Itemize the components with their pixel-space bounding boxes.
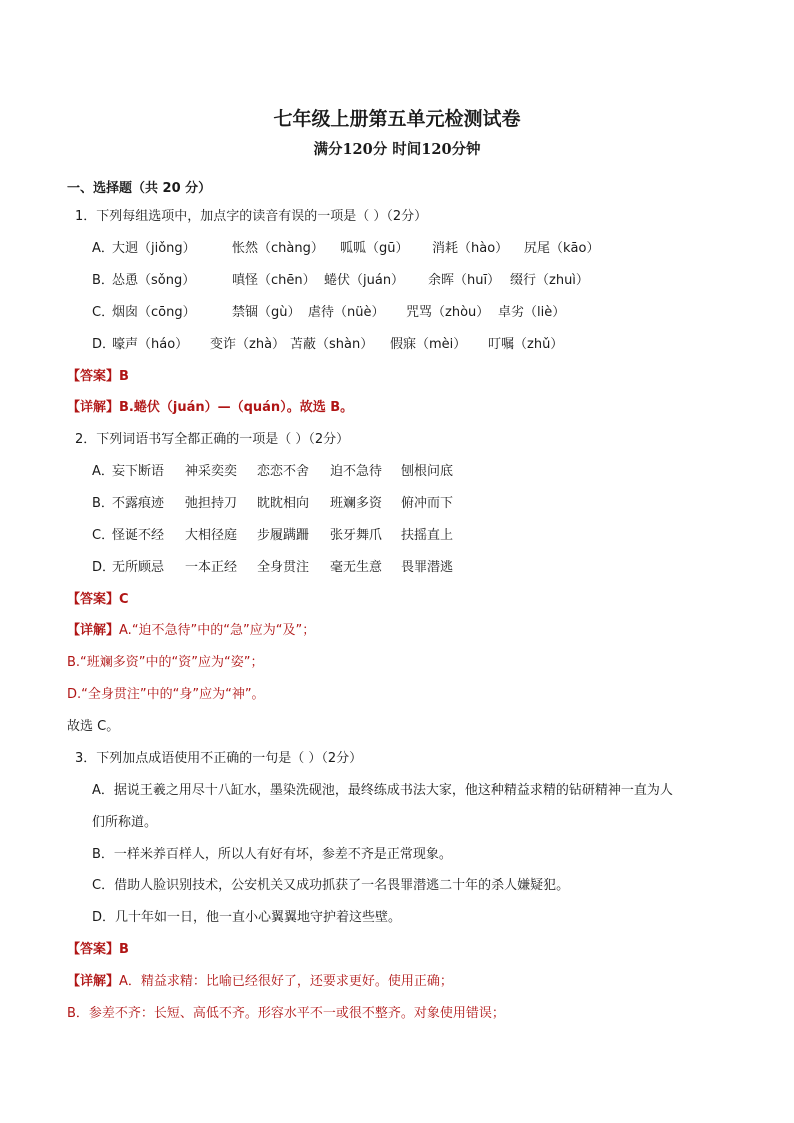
option-item: 步履蹒跚 bbox=[257, 528, 310, 543]
option-item: 扶摇直上 bbox=[401, 528, 454, 543]
option-item: 禁锢（gù） bbox=[232, 305, 301, 320]
answer-label: 【答案】 bbox=[67, 942, 120, 957]
option-item: 一本正经 bbox=[185, 560, 238, 575]
option-item: 变诈（zhà） bbox=[210, 337, 286, 352]
section-heading: 一、选择题（共 20 分） bbox=[67, 181, 212, 196]
q2-detail-line-3: D.“全身贯注”中的“身”应为“神”。 bbox=[67, 687, 265, 702]
option-item: 余晖（huī） bbox=[428, 273, 501, 288]
q2-option-d bbox=[92, 559, 453, 577]
option-letter: C． bbox=[92, 528, 115, 543]
q2-detail-line-2: B.“班斓多资”中的“资”应为“姿”； bbox=[67, 655, 264, 670]
option-item: 张牙舞爪 bbox=[330, 528, 383, 543]
option-item: 畏罪潜逃 bbox=[401, 560, 454, 575]
option-item: 苫蔽（shàn） bbox=[290, 337, 374, 352]
option-item: 嚎声（háo） bbox=[112, 337, 189, 352]
page-title: 七年级上册第五单元检测试卷 bbox=[273, 108, 521, 130]
option-item: 迫不急待 bbox=[330, 464, 383, 479]
option-item: 大迥（jiǒng） bbox=[112, 241, 196, 256]
option-item: 卓劣（liè） bbox=[498, 305, 566, 320]
answer-label: 【答案】 bbox=[67, 592, 120, 607]
q2-option-b bbox=[92, 495, 453, 513]
option-item: 怪诞不经 bbox=[112, 528, 165, 543]
answer-value: B bbox=[119, 942, 129, 957]
question-1-stem: 1．下列每组选项中，加点字的读音有误的一项是（ ）（2分） bbox=[75, 209, 428, 224]
detail-text: A.“迫不急待”中的“急”应为“及”； bbox=[119, 623, 316, 638]
q1-option-b bbox=[92, 272, 589, 290]
option-letter: C． bbox=[92, 305, 115, 320]
option-item: 眈眈相向 bbox=[257, 496, 310, 511]
q1-option-a bbox=[92, 240, 599, 258]
q1-option-c bbox=[92, 304, 565, 322]
q3-option-c: C．借助人脸识别技术，公安机关又成功抓获了一名畏罪潜逃二十年的杀人嫌疑犯。 bbox=[92, 878, 570, 893]
q3-detail-line-2: B．参差不齐：长短、高低不齐。形容水平不一或很不整齐。对象使用错误； bbox=[67, 1006, 505, 1021]
option-item: 缀行（zhuì） bbox=[510, 273, 589, 288]
option-item: 神采奕奕 bbox=[185, 464, 238, 479]
option-item: 咒骂（zhòu） bbox=[406, 305, 490, 320]
option-letter: B． bbox=[92, 496, 114, 511]
option-item: 蜷伏（juán） bbox=[324, 273, 405, 288]
option-item: 怂恿（sǒng） bbox=[112, 273, 196, 288]
option-item: 烟囱（cōng） bbox=[112, 305, 196, 320]
detail-label: 【详解】 bbox=[67, 974, 120, 989]
option-item: 刨根问底 bbox=[401, 464, 454, 479]
q2-detail bbox=[67, 622, 315, 640]
q2-option-a bbox=[92, 463, 453, 481]
option-item: 叮嘱（zhǔ） bbox=[488, 337, 564, 352]
option-item: 无所顾忌 bbox=[112, 560, 165, 575]
page-subtitle: 满分120分 时间120分钟 bbox=[313, 141, 481, 158]
option-item: 全身贯注 bbox=[257, 560, 310, 575]
q1-option-d bbox=[92, 336, 563, 354]
q3-detail bbox=[67, 973, 453, 991]
option-item: 呱呱（gū） bbox=[340, 241, 409, 256]
option-letter: B． bbox=[92, 273, 114, 288]
detail-label: 【详解】 bbox=[67, 400, 120, 415]
q3-option-a: A．据说王羲之用尽十八缸水，墨染洗砚池，最终练成书法大家，他这种精益求精的钻研精神一直为人 bbox=[92, 783, 673, 798]
q2-conclusion: 故选 C。 bbox=[67, 719, 120, 734]
option-item: 不露痕迹 bbox=[112, 496, 165, 511]
option-item: 大相径庭 bbox=[185, 528, 238, 543]
answer-value: B bbox=[119, 369, 129, 384]
option-item: 嗔怪（chēn） bbox=[232, 273, 316, 288]
option-item: 毫无生意 bbox=[330, 560, 383, 575]
option-item: 尻尾（kāo） bbox=[524, 241, 600, 256]
question-2-stem: 2．下列词语书写全都正确的一项是（ ）（2分） bbox=[75, 432, 350, 447]
question-3-stem: 3．下列加点成语使用不正确的一句是（ ）（2分） bbox=[75, 751, 363, 766]
option-letter: D． bbox=[92, 337, 116, 352]
option-item: 妄下断语 bbox=[112, 464, 165, 479]
option-letter: D． bbox=[92, 560, 116, 575]
detail-text: B.蜷伏（juán）—（quán）。故选 B。 bbox=[119, 400, 354, 415]
option-item: 班斓多资 bbox=[330, 496, 383, 511]
q1-detail bbox=[67, 399, 353, 417]
option-item: 虐待（nüè） bbox=[308, 305, 385, 320]
option-letter: A． bbox=[92, 241, 114, 256]
q2-answer bbox=[67, 591, 129, 609]
detail-label: 【详解】 bbox=[67, 623, 120, 638]
option-item: 弛担持刀 bbox=[185, 496, 238, 511]
option-item: 俯冲而下 bbox=[401, 496, 454, 511]
q1-answer bbox=[67, 368, 129, 386]
option-item: 恋恋不舍 bbox=[257, 464, 310, 479]
q3-option-d: D．几十年如一日，他一直小心翼翼地守护着这些壁。 bbox=[92, 910, 402, 925]
option-item: 消耗（hào） bbox=[432, 241, 509, 256]
answer-label: 【答案】 bbox=[67, 369, 120, 384]
option-letter: A． bbox=[92, 464, 114, 479]
detail-text: A．精益求精：比喻已经很好了，还要求更好。使用正确； bbox=[119, 974, 453, 989]
q3-option-b: B．一样米养百样人，所以人有好有坏，参差不齐是正常现象。 bbox=[92, 847, 452, 862]
q3-answer bbox=[67, 941, 129, 959]
answer-value: C bbox=[119, 592, 129, 607]
option-item: 假寐（mèi） bbox=[390, 337, 467, 352]
option-item: 怅然（chàng） bbox=[232, 241, 324, 256]
q3-option-a-cont: 们所称道。 bbox=[92, 815, 158, 830]
q2-option-c bbox=[92, 527, 453, 545]
